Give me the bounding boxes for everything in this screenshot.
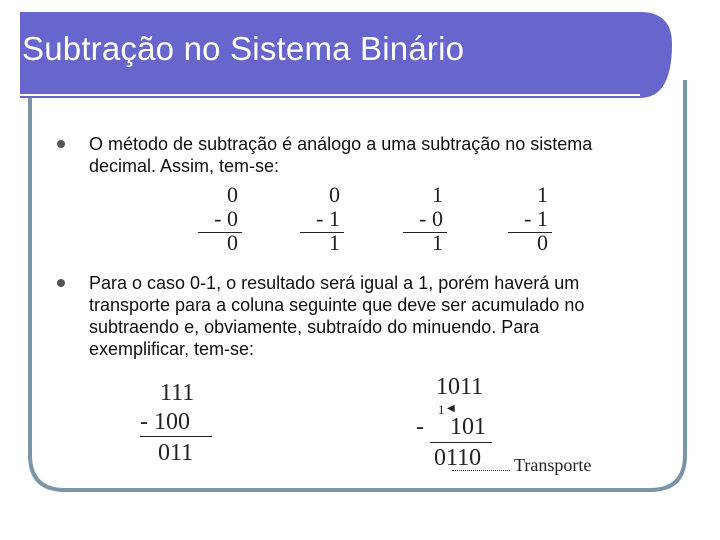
ex1-top: 111 (160, 380, 195, 406)
transport-label: Transporte (514, 455, 592, 475)
example-0-op: - 0 (214, 206, 238, 231)
bullet-dot-2 (57, 279, 65, 287)
ex2-top: 1011 (436, 374, 484, 400)
ex2-carry: 1 (438, 402, 445, 417)
example-1-result: 1 (329, 230, 340, 255)
example-1-top: 0 (329, 182, 340, 207)
bullet-text-2 (89, 272, 584, 360)
bullet-2-line-4: exemplificar, tem-se: (89, 339, 255, 359)
ex2-result: 0110 (434, 445, 482, 471)
bullet-2-line-2: transporte para a coluna seguinte que deve ser acumulado no (89, 295, 585, 315)
example-1-op: - 1 (316, 206, 340, 231)
ex1-result: 011 (158, 440, 194, 466)
example-2-op: - 0 (419, 206, 443, 231)
ex2-minus: - (416, 414, 424, 440)
ex1-line (140, 436, 212, 437)
example-3-top: 1 (537, 182, 548, 207)
example-0 (198, 182, 246, 262)
bullet-dot-1 (57, 140, 65, 148)
ex2-op: 101 (450, 414, 486, 440)
example-3-result: 0 (537, 230, 548, 255)
example-3-op: - 1 (524, 206, 548, 231)
slide-title: Subtração no Sistema Binário (22, 30, 465, 67)
bullet-1-line-2: decimal. Assim, tem-se: (89, 156, 280, 176)
ex1-op: - 100 (140, 409, 190, 435)
example-2-result: 1 (432, 230, 443, 255)
bullet-2-line-1: Para o caso 0-1, o resultado será igual a 1, porém haverá um (89, 273, 580, 293)
example-0-result: 0 (227, 230, 238, 255)
example-2-top: 1 (432, 182, 443, 207)
bullet-2-line-3: subtraendo e, obviamente, subtraído do minuendo. Para (89, 317, 540, 337)
ex2-line (430, 442, 492, 443)
bullet-1-line-1: O método de subtração é análogo a uma subtração no sistema (89, 134, 593, 154)
transport-dotted-line (452, 470, 510, 471)
bullet-text-1 (89, 133, 592, 177)
example-1 (300, 182, 348, 262)
carry-arrow-icon: ◀ (447, 403, 455, 414)
example-2 (403, 182, 451, 262)
example-3 (508, 182, 556, 262)
example-0-top: 0 (227, 182, 238, 207)
